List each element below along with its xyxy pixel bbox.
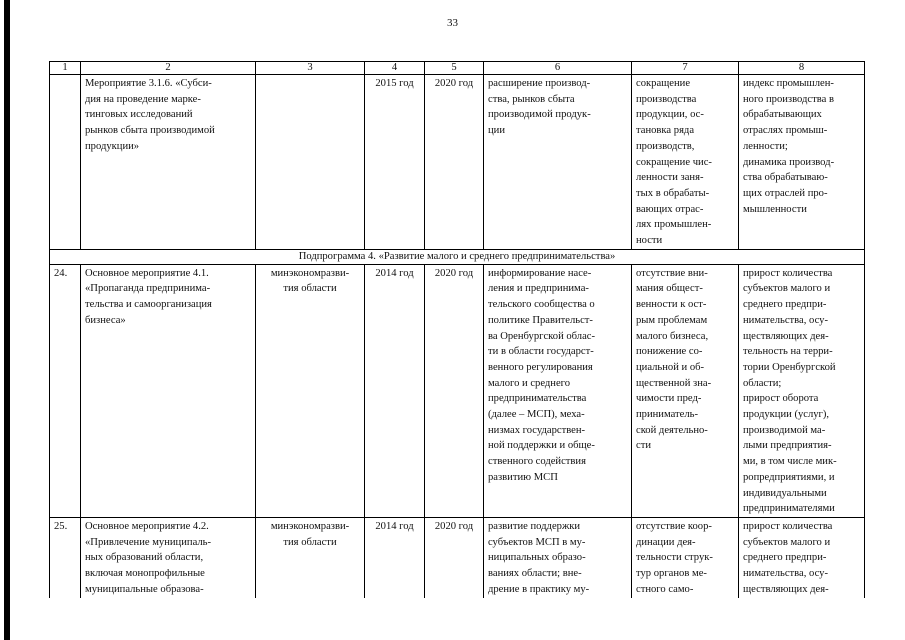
subprogram-title: Подпрограмма 4. «Развитие малого и среднего предпринимательства» — [50, 249, 865, 264]
column-header: 5 — [425, 62, 484, 75]
measure-name: Основное мероприятие 4.1. «Пропаганда предпринима- тельства и самоорганизация бизнеса» — [81, 264, 256, 517]
page-number: 33 — [447, 17, 458, 29]
column-header: 1 — [50, 62, 81, 75]
table-row — [50, 75, 865, 250]
consequence: отсутствие коор- динации дея- тельности струк- тур органов ме- стного само- — [632, 517, 739, 597]
column-header: 3 — [256, 62, 365, 75]
row-number: 25. — [50, 517, 81, 597]
indicators: прирост количества субъектов малого и среднего предпри- нимательства, осу- ществляющих дея- тельность на терри- тории Оренбургской области; прирост оборота продукции (услуг), производимой ма- лыми предприятия- ми, в том числе мик- ропредприятиями, и индивидуальными предпринимателями — [739, 264, 865, 517]
end-year: 2020 год — [425, 517, 484, 597]
row-number — [50, 75, 81, 250]
end-year: 2020 год — [425, 264, 484, 517]
table-row — [50, 517, 865, 597]
column-header: 8 — [739, 62, 865, 75]
subprogram-row — [50, 249, 865, 264]
start-year: 2015 год — [365, 75, 425, 250]
consequence: отсутствие вни- мания общест- венности к ост- рым проблемам малого бизнеса, понижение со- циальной и об- щественной зна- чимости пред- приниматель- ской деятельно- сти — [632, 264, 739, 517]
column-header: 6 — [484, 62, 632, 75]
executor: минэкономразви- тия области — [256, 517, 365, 597]
start-year: 2014 год — [365, 264, 425, 517]
measure-name: Мероприятие 3.1.6. «Субси- дия на проведение марке- тинговых исследований рынков сбыта производимой продукции» — [81, 75, 256, 250]
table-row — [50, 264, 865, 517]
measures-table — [49, 61, 865, 598]
consequence: сокращение производства продукции, ос- тановка ряда производств, сокращение чис- ленности заня- тых в обрабаты- вающих отрас- лях промышлен- ности — [632, 75, 739, 250]
column-header: 7 — [632, 62, 739, 75]
column-header: 4 — [365, 62, 425, 75]
start-year: 2014 год — [365, 517, 425, 597]
indicators: индекс промышлен- ного производства в обрабатывающих отраслях промыш- ленности; динамика производ- ства обрабатываю- щих отраслей про- мышленности — [739, 75, 865, 250]
expected-result: развитие поддержки субъектов МСП в му- ниципальных образо- ваниях области; вне- дрение в практику му- — [484, 517, 632, 597]
column-header: 2 — [81, 62, 256, 75]
expected-result: информирование насе- ления и предпринима- тельского сообщества о политике Правительст- ва Оренбургской облас- ти в области государст- венного регулирования малого и среднего предпринимательства (далее – МСП), меха- низмах государствен- ной поддержки и обще- ственного содействия развитию МСП — [484, 264, 632, 517]
expected-result: расширение производ- ства, рынков сбыта производимой продук- ции — [484, 75, 632, 250]
measure-name: Основное мероприятие 4.2. «Привлечение муниципаль- ных образований области, включая монопрофильные муниципальные образова- — [81, 517, 256, 597]
executor — [256, 75, 365, 250]
table-header-row — [50, 62, 865, 75]
executor: минэкономразви- тия области — [256, 264, 365, 517]
end-year: 2020 год — [425, 75, 484, 250]
indicators: прирост количества субъектов малого и среднего предпри- нимательства, осу- ществляющих дея- — [739, 517, 865, 597]
page-binding-bar — [4, 0, 10, 640]
row-number: 24. — [50, 264, 81, 517]
